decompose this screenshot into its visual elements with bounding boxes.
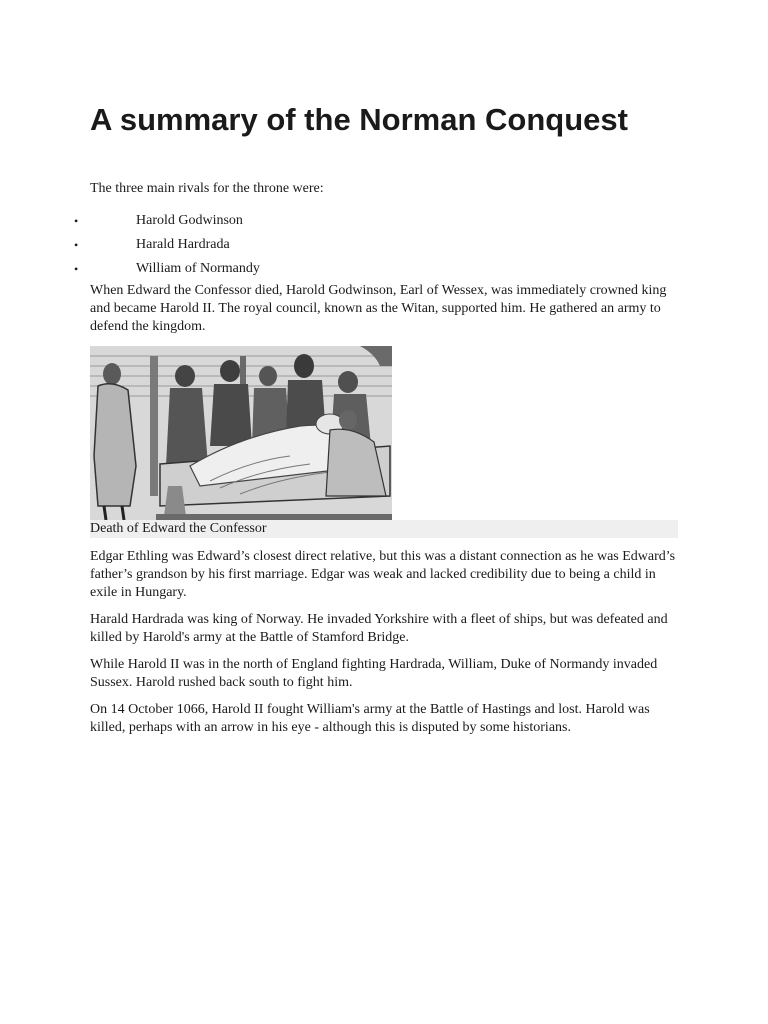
list-item-label: William of Normandy [136, 261, 260, 276]
document-body [74, 100, 680, 737]
paragraph: While Harold II was in the north of England fighting Hardrada, William, Duke of Normandy invaded Sussex. Harold rushed back south to fight him. [90, 657, 658, 690]
bullet-icon: • [74, 262, 79, 276]
deathbed-scene-illustration [90, 346, 392, 520]
rivals-list [74, 212, 680, 284]
bullet-icon: • [74, 238, 79, 252]
intro-text: The three main rivals for the throne were: [90, 181, 324, 196]
engraving-image [90, 346, 392, 520]
list-item [74, 236, 680, 260]
page-title: A summary of the Norman Conquest [90, 102, 628, 137]
paragraph: When Edward the Confessor died, Harold Godwinson, Earl of Wessex, was immediately crowned king and became Harold II. The royal council, known as the Witan, supported him. He gathered an army to defend the kingdom. [90, 283, 667, 334]
paragraph: Harald Hardrada was king of Norway. He invaded Yorkshire with a fleet of ships, but was defeated and killed by Harold's army at the Battle of Stamford Bridge. [90, 612, 668, 645]
list-item-label: Harold Godwinson [136, 213, 243, 228]
bullet-icon: • [74, 214, 79, 228]
list-item [74, 260, 680, 284]
image-caption: Death of Edward the Confessor [90, 520, 678, 538]
paragraph: On 14 October 1066, Harold II fought William's army at the Battle of Hastings and lost. Harold was killed, perhaps with an arrow in his eye - although this is disputed by some historians. [90, 702, 650, 735]
list-item-label: Harald Hardrada [136, 237, 230, 252]
paragraph: Edgar Ethling was Edward’s closest direct relative, but this was a distant connection as he was Edward’s father’s grandson by his first marriage. Edgar was weak and lacked credibility due to being a child in exile in Hungary. [90, 549, 676, 600]
list-item [74, 212, 680, 236]
